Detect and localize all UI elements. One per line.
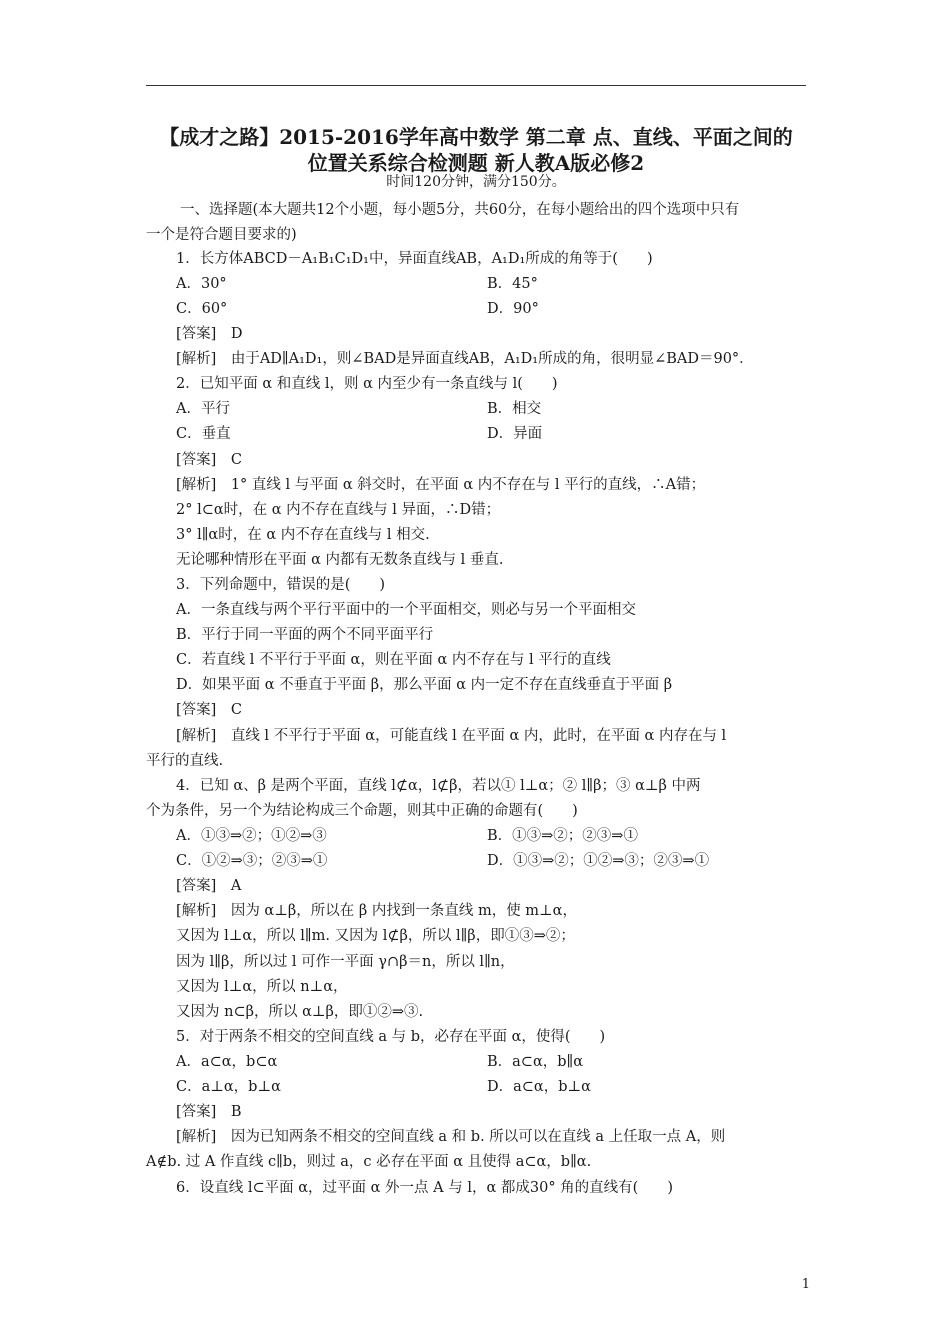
text-line: [答案] B: [176, 1104, 242, 1120]
page-number: 1: [801, 1277, 810, 1292]
text-line: [解析] 因为 α⊥β，所以在 β 内找到一条直线 m，使 m⊥α，: [176, 903, 577, 919]
text-line: [解析] 直线 l 不平行于平面 α，可能直线 l 在平面 α 内，此时，在平面 α 内存在与 l: [176, 728, 727, 744]
text-line: [答案] D: [176, 326, 243, 342]
text-line: 个为条件，另一个为结论构成三个命题，则其中正确的命题有( ): [146, 803, 578, 819]
text-line: C．若直线 l 不平行于平面 α，则在平面 α 内不存在与 l 平行的直线: [176, 652, 611, 668]
text-line: C．60°: [176, 301, 228, 317]
text-line: A．一条直线与两个平行平面中的一个平面相交，则必与另一个平面相交: [176, 602, 636, 618]
text-line: 1．长方体ABCD－A₁B₁C₁D₁中，异面直线AB，A₁D₁所成的角等于( ): [176, 251, 653, 267]
text-line: 一、选择题(本大题共12个小题，每小题5分，共60分，在每小题给出的四个选项中只有: [180, 202, 740, 218]
text-line: 又因为 l⊥α，所以 l∥m. 又因为 l⊄β，所以 l∥β，即①③⇒②；: [176, 928, 575, 944]
text-line: B．a⊂α，b∥α: [487, 1054, 584, 1070]
text-line: 一个是符合题目要求的): [146, 227, 297, 243]
title-line-1: 【成才之路】2015-2016学年高中数学 第二章 点、直线、平面之间的: [159, 125, 793, 149]
text-line: A．①③⇒②；①②⇒③: [176, 828, 327, 844]
text-line: D．如果平面 α 不垂直于平面 β，那么平面 α 内一定不存在直线垂直于平面 β: [176, 677, 673, 693]
text-line: 3．下列命题中，错误的是( ): [176, 577, 386, 593]
text-line: 平行的直线.: [146, 753, 224, 769]
text-line: 2．已知平面 α 和直线 l，则 α 内至少有一条直线与 l( ): [176, 376, 558, 392]
text-line: 6．设直线 l⊂平面 α，过平面 α 外一点 A 与 l，α 都成30° 角的直线有( ): [176, 1180, 673, 1196]
text-line: D．①③⇒②；①②⇒③；②③⇒①: [487, 853, 710, 869]
text-line: 因为 l∥β，所以过 l 可作一平面 γ∩β＝n，所以 l∥n，: [176, 954, 515, 970]
text-line: 又因为 n⊂β，所以 α⊥β，即①②⇒③.: [176, 1004, 424, 1020]
text-line: D．90°: [487, 301, 539, 317]
text-line: [答案] C: [176, 452, 242, 468]
text-line: [解析] 1° 直线 l 与平面 α 斜交时，在平面 α 内不存在与 l 平行的直线，∴A错；: [176, 477, 706, 493]
text-line: D．异面: [487, 426, 543, 442]
text-line: B．①③⇒②；②③⇒①: [487, 828, 638, 844]
title-line-2: 位置关系综合检测题 新人教A版必修2: [307, 151, 645, 175]
text-line: C．①②⇒③；②③⇒①: [176, 853, 328, 869]
text-line: C．垂直: [176, 426, 231, 442]
text-line: B．相交: [487, 401, 542, 417]
exam-time-note: 时间120分钟，满分150分。: [386, 174, 566, 190]
text-line: D．a⊂α，b⊥α: [487, 1079, 591, 1095]
text-line: C．a⊥α，b⊥α: [176, 1079, 281, 1095]
text-line: 5．对于两条不相交的空间直线 a 与 b，必存在平面 α，使得( ): [176, 1029, 606, 1045]
text-line: 无论哪种情形在平面 α 内都有无数条直线与 l 垂直.: [176, 552, 504, 568]
text-line: A．30°: [176, 276, 227, 292]
text-line: 又因为 l⊥α，所以 n⊥α，: [176, 979, 348, 995]
text-line: 4．已知 α、β 是两个平面，直线 l⊄α，l⊄β，若以① l⊥α；② l∥β；③ α⊥β 中两: [176, 778, 701, 794]
text-line: 3° l∥α时，在 α 内不存在直线与 l 相交.: [176, 527, 430, 543]
text-line: 2° l⊂α时，在 α 内不存在直线与 l 异面，∴D错；: [176, 502, 501, 518]
text-line: [答案] C: [176, 702, 242, 718]
text-line: B．平行于同一平面的两个不同平面平行: [176, 627, 434, 643]
text-line: A∉b. 过 A 作直线 c∥b，则过 a，c 必存在平面 α 且使得 a⊂α，b∥α.: [146, 1154, 592, 1170]
text-line: B．45°: [487, 276, 538, 292]
text-line: [解析] 因为已知两条不相交的空间直线 a 和 b. 所以可以在直线 a 上任取一点 A，则: [176, 1129, 726, 1145]
text-line: [答案] A: [176, 878, 242, 894]
text-line: [解析] 由于AD∥A₁D₁，则∠BAD是异面直线AB，A₁D₁所成的角，很明显∠BAD＝90°．: [176, 351, 754, 367]
text-line: A．平行: [176, 401, 230, 417]
text-line: A．a⊂α，b⊂α: [176, 1054, 278, 1070]
